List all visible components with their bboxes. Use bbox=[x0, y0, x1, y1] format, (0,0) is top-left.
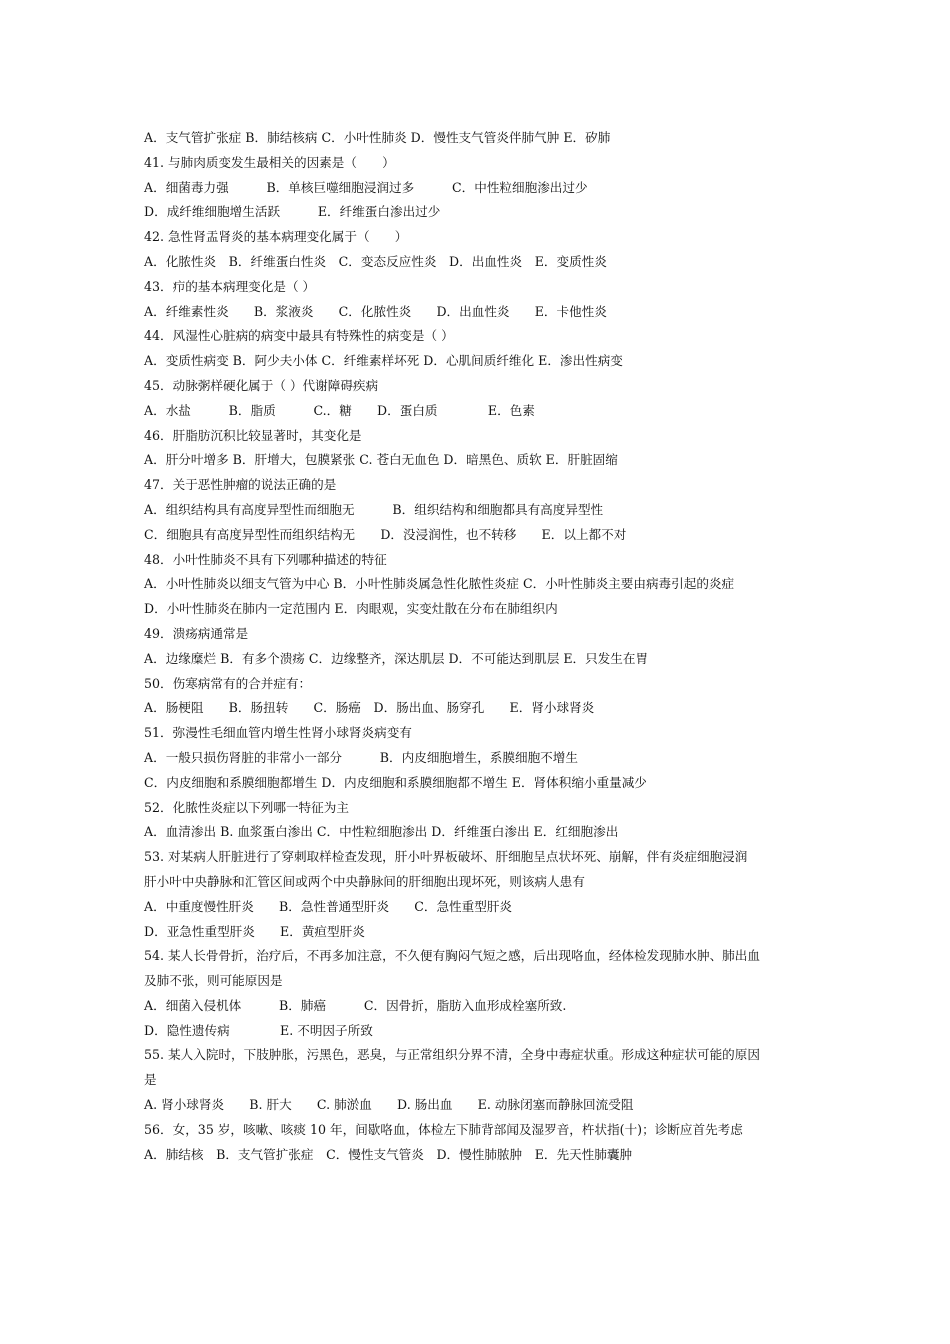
text-line: 43．疖的基本病理变化是（ ） bbox=[144, 278, 316, 294]
text-line: 53. 对某病人肝脏进行了穿刺取样检查发现，肝小叶界板破坏、肝细胞呈点状坏死、崩解，伴有炎症细胞浸润 bbox=[144, 849, 748, 865]
text-line: 46．肝脂肪沉积比较显著时，其变化是 bbox=[144, 427, 362, 443]
text-line: 42. 急性肾盂肾炎的基本病理变化属于（ ） bbox=[144, 229, 408, 245]
text-line: 47．关于恶性肿瘤的说法正确的是 bbox=[144, 477, 337, 493]
text-line: D．成纤维细胞增生活跃 E．纤维蛋白渗出过少 bbox=[144, 204, 441, 220]
text-line: 44．风湿性心脏病的病变中最具有特殊性的病变是（ ） bbox=[144, 328, 454, 344]
text-line: A．肠梗阻 B．肠扭转 C．肠癌 D．肠出血、肠穿孔 E．肾小球肾炎 bbox=[144, 700, 595, 716]
text-line: C．细胞具有高度异型性而组织结构无 D．没浸润性，也不转移 E．以上都不对 bbox=[144, 526, 627, 542]
text-line: A. 肾小球肾炎 B. 肝大 C. 肺淤血 D. 肠出血 E. 动脉闭塞而静脉回流受阻 bbox=[144, 1097, 634, 1113]
text-line: 49．溃疡病通常是 bbox=[144, 625, 249, 641]
text-line: A．水盐 B．脂质 C.．糖 D．蛋白质 E．色素 bbox=[144, 402, 535, 418]
text-line: 55. 某人入院时，下肢肿胀，污黑色，恶臭，与正常组织分界不清，全身中毒症状重。形成这种症状可能的原因 bbox=[144, 1047, 760, 1063]
text-line: A．肺结核 B．支气管扩张症 C．慢性支气管炎 D．慢性肺脓肿 E．先天性肺囊肿 bbox=[144, 1146, 633, 1162]
text-line: D．小叶性肺炎在肺内一定范围内 E．肉眼观，实变灶散在分布在肺组织内 bbox=[144, 601, 558, 617]
text-line: 56．女，35 岁，咳嗽、咳痰 10 年，间歇咯血，体检左下肺背部闻及湿罗音，杵状指(十)；诊断应首先考虑 bbox=[144, 1121, 743, 1137]
text-line: A．边缘糜烂 B．有多个溃疡 C．边缘整齐，深达肌层 D．不可能达到肌层 E．只发生在胃 bbox=[144, 650, 649, 666]
text-line: 51．弥漫性毛细血管内增生性肾小球肾炎病变有 bbox=[144, 725, 412, 741]
text-line: 54. 某人长骨骨折，治疗后，不再多加注意，不久便有胸闷气短之感，后出现咯血，经体检发现肺水肿、肺出血 bbox=[144, 948, 760, 964]
text-line: A．组织结构具有高度异型性而细胞无 B．组织结构和细胞都具有高度异型性 bbox=[144, 501, 604, 517]
text-line: 45．动脉粥样硬化属于（ ）代谢障碍疾病 bbox=[144, 377, 379, 393]
text-line: A．细菌入侵机体 B．肺癌 C．因骨折，脂肪入血形成栓塞所致. bbox=[144, 997, 567, 1013]
text-line: 52．化脓性炎症以下列哪一特征为主 bbox=[144, 799, 349, 815]
text-line: A．中重度慢性肝炎 B．急性普通型肝炎 C．急性重型肝炎 bbox=[144, 898, 513, 914]
text-line: C．内皮细胞和系膜细胞都增生 D．内皮细胞和系膜细胞都不增生 E．肾体积缩小重量减少 bbox=[144, 774, 647, 790]
text-line: A．一般只损伤肾脏的非常小一部分 B．内皮细胞增生，系膜细胞不增生 bbox=[144, 749, 578, 765]
text-line: A．肝分叶增多 B．肝增大，包膜紧张 C. 苍白无血色 D．暗黑色、质软 E．肝脏固缩 bbox=[144, 452, 618, 468]
text-line: 及肺不张，则可能原因是 bbox=[144, 973, 283, 989]
text-line: A．化脓性炎 B．纤维蛋白性炎 C．变态反应性炎 D．出血性炎 E．变质性炎 bbox=[144, 253, 607, 269]
text-line: A．细菌毒力强 B．单核巨噬细胞浸润过多 C．中性粒细胞渗出过少 bbox=[144, 179, 588, 195]
text-line: 是 bbox=[144, 1072, 157, 1088]
text-line: A．血清渗出 B. 血浆蛋白渗出 C．中性粒细胞渗出 D．纤维蛋白渗出 E．红细胞渗出 bbox=[144, 824, 619, 840]
text-line: D．隐性遗传病 E. 不明因子所致 bbox=[144, 1022, 373, 1038]
text-line: A．支气管扩张症 B．肺结核病 C．小叶性肺炎 D．慢性支气管炎伴肺气肿 E．矽肺 bbox=[144, 130, 611, 145]
text-line: A．纤维素性炎 B．浆液炎 C．化脓性炎 D．出血性炎 E．卡他性炎 bbox=[144, 303, 607, 319]
text-line: 41. 与肺肉质变发生最相关的因素是（ ） bbox=[144, 154, 395, 170]
text-line: 50．伤寒病常有的合并症有： bbox=[144, 675, 312, 691]
document-body bbox=[144, 126, 814, 1167]
text-line: A．小叶性肺炎以细支气管为中心 B．小叶性肺炎属急性化脓性炎症 C．小叶性肺炎主要由病毒引起的炎症 bbox=[144, 576, 735, 592]
text-line: D．亚急性重型肝炎 E．黄疸型肝炎 bbox=[144, 923, 365, 939]
text-line: A．变质性病变 B．阿少夫小体 C．纤维素样坏死 D．心肌间质纤维化 E．渗出性病变 bbox=[144, 353, 623, 369]
text-line: 48．小叶性肺炎不具有下列哪种描述的特征 bbox=[144, 551, 387, 567]
text-line: 肝小叶中央静脉和汇管区间或两个中央静脉间的肝细胞出现坏死，则该病人患有 bbox=[144, 873, 585, 889]
